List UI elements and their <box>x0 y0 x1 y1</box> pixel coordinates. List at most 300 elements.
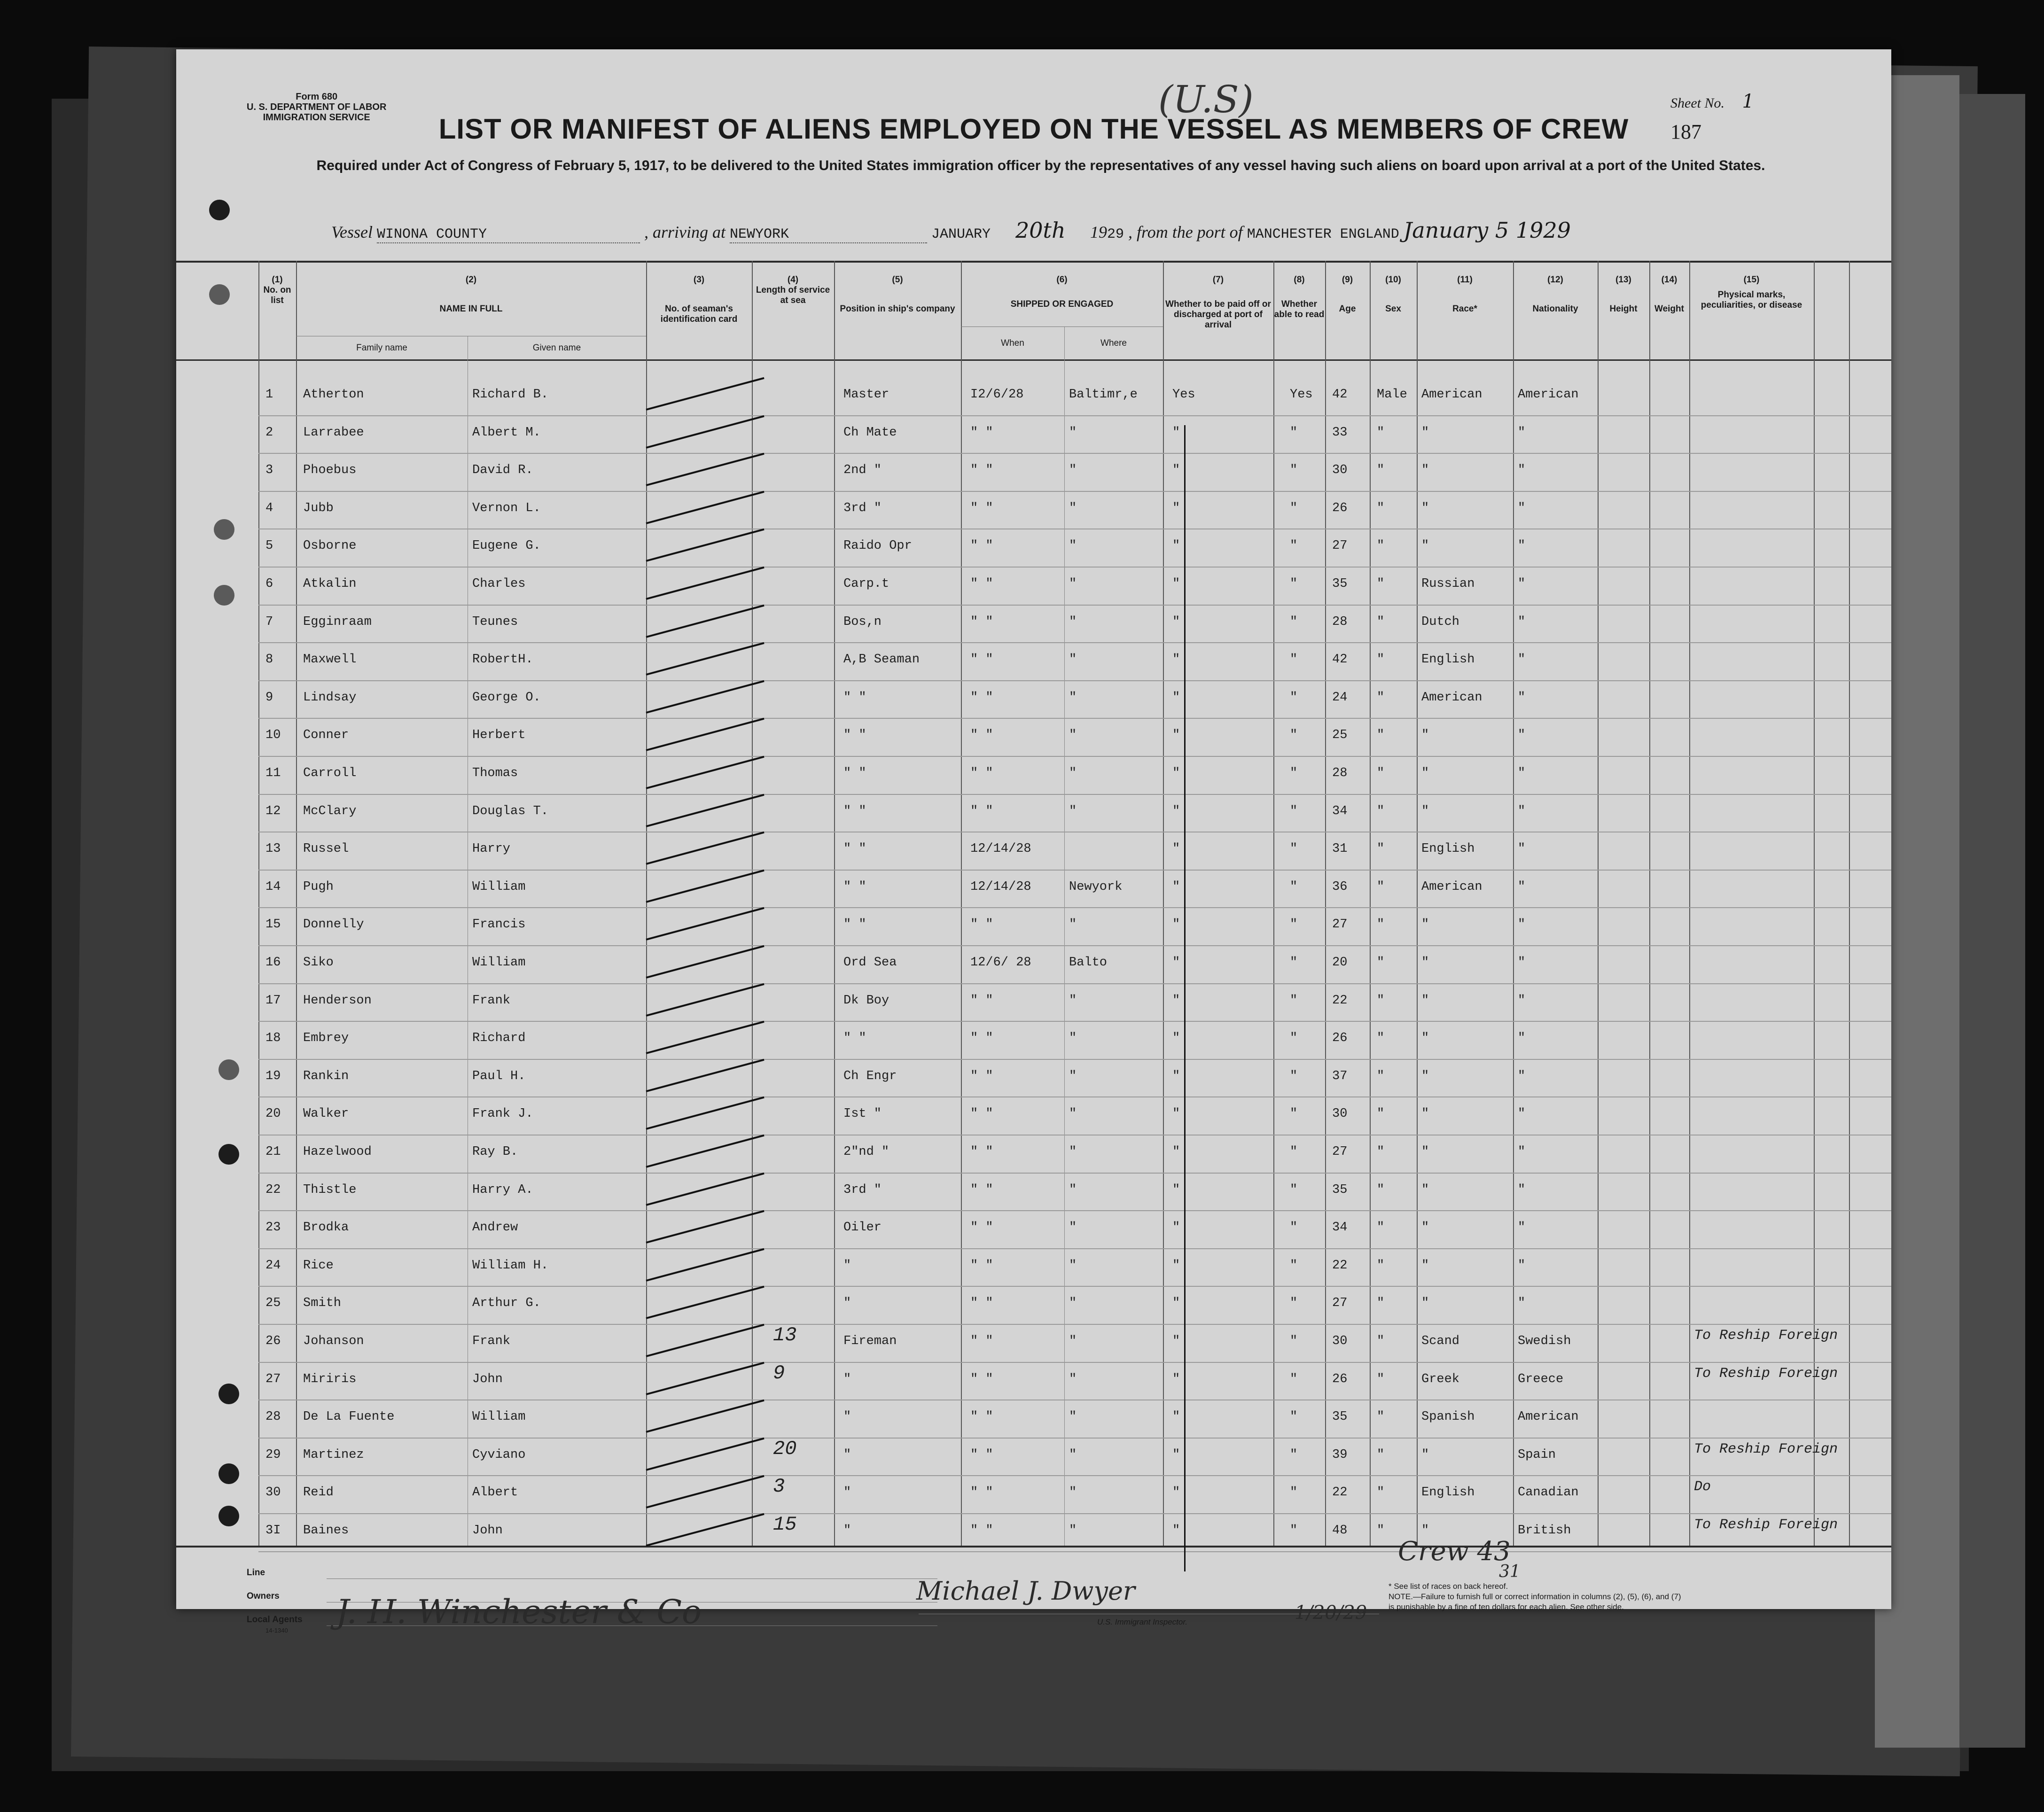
footer-form-code: 14-1340 <box>265 1627 288 1634</box>
nationality-cell: " <box>1518 1182 1526 1197</box>
paid-off-cell: " <box>1172 1069 1180 1083</box>
given-name-cell: Ray B. <box>472 1145 518 1159</box>
paid-off-cell: " <box>1172 842 1180 856</box>
shipped-date-cell: " " <box>970 1296 993 1311</box>
row-number-cell: 6 <box>265 577 273 591</box>
family-name-cell: Henderson <box>303 993 372 1008</box>
able-to-read-cell: " <box>1290 1258 1298 1273</box>
race-cell: Dutch <box>1421 614 1460 629</box>
ship-position-cell: " <box>843 1410 851 1424</box>
ship-position-cell: " <box>843 1372 851 1386</box>
able-to-read-cell: " <box>1290 1107 1298 1121</box>
family-name-cell: Carroll <box>303 766 357 780</box>
paid-off-cell: " <box>1172 728 1180 743</box>
row-number-cell: 4 <box>265 501 273 515</box>
punch-hole <box>214 585 234 606</box>
given-name-cell: William <box>472 879 526 894</box>
given-name-cell: Paul H. <box>472 1069 526 1083</box>
family-name-cell: Osborne <box>303 539 357 553</box>
shipped-place-cell: " <box>1069 728 1077 743</box>
sex-cell: " <box>1377 1107 1385 1121</box>
family-name-cell: Larrabee <box>303 425 364 440</box>
physical-marks-cell: To Reship Foreign <box>1694 1365 1838 1382</box>
vessel-name: WINONA COUNTY <box>377 226 640 243</box>
sex-cell: " <box>1377 956 1385 970</box>
shipped-date-cell: 12/6/ 28 <box>970 956 1031 970</box>
sex-cell: " <box>1377 501 1385 515</box>
race-cell: American <box>1421 879 1482 894</box>
departure-date: January 5 1929 <box>1403 218 1571 243</box>
given-name-cell: Richard B. <box>472 388 549 402</box>
family-name-cell: Rankin <box>303 1069 349 1083</box>
shipped-date-cell: " " <box>970 993 993 1008</box>
sex-cell: " <box>1377 1221 1385 1235</box>
ship-position-cell: Carp.t <box>843 577 889 591</box>
from-label: , from the port of <box>1128 223 1243 241</box>
ship-position-cell: Master <box>843 388 889 402</box>
shipped-date-cell: 12/14/28 <box>970 879 1031 894</box>
row-number-cell: 24 <box>265 1258 281 1273</box>
paid-off-cell: " <box>1172 918 1180 932</box>
race-cell: English <box>1421 1485 1475 1500</box>
family-name-cell: Brodka <box>303 1221 349 1235</box>
able-to-read-cell: " <box>1290 653 1298 667</box>
sex-cell: " <box>1377 539 1385 553</box>
id-card-strike <box>646 1513 764 1547</box>
family-name-cell: Lindsay <box>303 690 357 705</box>
given-name-cell: John <box>472 1372 503 1386</box>
page-subtitle: Required under Act of Congress of February 5, 1917, to be delivered to the United States immigration officer by the representatives of any vessel having such aliens on board upon arrival at a port of the United States. <box>316 158 1765 173</box>
ship-position-cell: " " <box>843 1031 866 1046</box>
shipped-date-cell: " " <box>970 1031 993 1046</box>
paid-off-cell: " <box>1172 539 1180 553</box>
ship-position-cell: " <box>843 1485 851 1500</box>
sex-cell: " <box>1377 577 1385 591</box>
paid-off-column-stroke <box>1184 425 1186 1571</box>
sex-cell: " <box>1377 804 1385 818</box>
nationality-cell: " <box>1518 614 1526 629</box>
footnote-penalty-cont: is punishable by a fine of ten dollars for each alien. See other side. <box>1389 1602 1624 1611</box>
sex-cell: " <box>1377 1296 1385 1311</box>
ship-position-cell: " " <box>843 804 866 818</box>
age-cell: 34 <box>1332 1221 1348 1235</box>
age-cell: 35 <box>1332 577 1348 591</box>
given-name-cell: RobertH. <box>472 653 533 667</box>
department-name: U. S. DEPARTMENT OF LABOR <box>247 102 387 112</box>
row-number-cell: 30 <box>265 1485 281 1500</box>
nationality-cell: " <box>1518 993 1526 1008</box>
crew-count-sub: 31 <box>1499 1562 1521 1581</box>
given-name-cell: Teunes <box>472 614 518 629</box>
able-to-read-cell: Yes <box>1290 388 1313 402</box>
shipped-place-cell: " <box>1069 1296 1077 1311</box>
nationality-cell: " <box>1518 690 1526 705</box>
sex-cell: " <box>1377 1182 1385 1197</box>
sex-cell: " <box>1377 425 1385 440</box>
able-to-read-cell: " <box>1290 993 1298 1008</box>
col-head-when: When <box>1001 338 1024 348</box>
given-name-cell: William H. <box>472 1258 549 1273</box>
paid-off-cell: " <box>1172 1447 1180 1462</box>
given-name-cell: Charles <box>472 577 526 591</box>
race-cell: " <box>1421 1296 1429 1311</box>
race-cell: " <box>1421 804 1429 818</box>
shipped-date-cell: " " <box>970 1524 993 1538</box>
row-rule <box>258 1362 1891 1363</box>
col-head-13: (13) Height <box>1609 275 1638 314</box>
able-to-read-cell: " <box>1290 804 1298 818</box>
shipped-place-cell: " <box>1069 1334 1077 1348</box>
row-number-cell: 20 <box>265 1107 281 1121</box>
race-cell: American <box>1421 690 1482 705</box>
age-cell: 31 <box>1332 842 1348 856</box>
shipped-date-cell: 12/14/28 <box>970 842 1031 856</box>
shipped-place-cell: " <box>1069 577 1077 591</box>
shipped-place-cell: Baltimr,e <box>1069 388 1138 402</box>
able-to-read-cell: " <box>1290 1524 1298 1538</box>
age-cell: 30 <box>1332 1107 1348 1121</box>
row-rule <box>258 605 1891 606</box>
able-to-read-cell: " <box>1290 501 1298 515</box>
shipped-place-cell: " <box>1069 1145 1077 1159</box>
punch-hole <box>218 1506 239 1526</box>
shipped-date-cell: " " <box>970 728 993 743</box>
paid-off-cell: " <box>1172 804 1180 818</box>
shipped-place-cell: " <box>1069 766 1077 780</box>
row-rule <box>258 870 1891 871</box>
punch-hole <box>218 1059 239 1080</box>
sex-cell: " <box>1377 614 1385 629</box>
given-name-cell: Francis <box>472 918 526 932</box>
shipped-date-cell: " " <box>970 690 993 705</box>
nationality-cell: Canadian <box>1518 1485 1579 1500</box>
family-name-cell: Thistle <box>303 1182 357 1197</box>
nationality-cell: " <box>1518 425 1526 440</box>
id-card-strike <box>646 1438 764 1471</box>
ship-position-cell: " " <box>843 766 866 780</box>
ship-position-cell: 3rd " <box>843 1182 882 1197</box>
row-rule <box>258 680 1891 681</box>
id-card-strike <box>646 907 764 941</box>
race-cell: American <box>1421 388 1482 402</box>
id-card-strike <box>646 718 764 751</box>
punch-hole <box>209 200 230 220</box>
race-cell: " <box>1421 1031 1429 1046</box>
sex-cell: " <box>1377 1145 1385 1159</box>
family-name-cell: Atherton <box>303 388 364 402</box>
shipped-place-cell: " <box>1069 993 1077 1008</box>
row-rule <box>258 642 1891 643</box>
sex-cell: " <box>1377 1258 1385 1273</box>
row-rule <box>258 983 1891 984</box>
col-head-1: (1) No. on list <box>263 275 291 305</box>
nationality-cell: " <box>1518 539 1526 553</box>
family-name-cell: Miriris <box>303 1372 357 1386</box>
shipped-place-cell: Newyork <box>1069 879 1123 894</box>
sex-cell: " <box>1377 1447 1385 1462</box>
race-cell: " <box>1421 956 1429 970</box>
nationality-cell: " <box>1518 766 1526 780</box>
row-number-cell: 21 <box>265 1145 281 1159</box>
able-to-read-cell: " <box>1290 1485 1298 1500</box>
id-card-strike <box>646 945 764 979</box>
able-to-read-cell: " <box>1290 728 1298 743</box>
arrival-month: JANUARY <box>931 226 991 242</box>
age-cell: 22 <box>1332 1485 1348 1500</box>
nationality-cell: " <box>1518 463 1526 478</box>
physical-marks-cell: Do <box>1694 1479 1711 1495</box>
given-name-cell: William <box>472 956 526 970</box>
row-rule <box>258 415 1891 416</box>
age-cell: 42 <box>1332 388 1348 402</box>
row-number-cell: 23 <box>265 1221 281 1235</box>
arrival-year: 29 <box>1107 226 1124 242</box>
race-cell: " <box>1421 1107 1429 1121</box>
col-head-14: (14) Weight <box>1654 275 1684 314</box>
col-head-family: Family name <box>356 343 407 353</box>
shipped-date-cell: " " <box>970 539 993 553</box>
nationality-cell: British <box>1518 1524 1571 1538</box>
col-head-3: (3) No. of seaman's identification card <box>660 275 738 324</box>
shipped-place-cell: " <box>1069 1182 1077 1197</box>
given-name-cell: Arthur G. <box>472 1296 541 1311</box>
row-rule <box>258 1551 1891 1552</box>
row-rule <box>258 567 1891 568</box>
family-name-cell: Jubb <box>303 501 334 515</box>
col-head-11: (11) Race* <box>1452 275 1477 314</box>
ship-position-cell: " <box>843 1447 851 1462</box>
shipped-place-cell: " <box>1069 425 1077 440</box>
shipped-place-cell: " <box>1069 1447 1077 1462</box>
sex-cell: " <box>1377 1485 1385 1500</box>
nationality-cell: " <box>1518 842 1526 856</box>
shipped-place-cell: " <box>1069 1107 1077 1121</box>
age-cell: 25 <box>1332 728 1348 743</box>
family-name-cell: Egginraam <box>303 614 372 629</box>
able-to-read-cell: " <box>1290 918 1298 932</box>
shipped-date-cell: " " <box>970 501 993 515</box>
age-cell: 48 <box>1332 1524 1348 1538</box>
col-head-6: (6) SHIPPED OR ENGAGED <box>1010 275 1114 309</box>
shipped-date-cell: " " <box>970 1107 993 1121</box>
shipped-place-cell: " <box>1069 614 1077 629</box>
row-rule <box>258 718 1891 719</box>
id-card-strike <box>646 1286 764 1319</box>
able-to-read-cell: " <box>1290 425 1298 440</box>
row-number-cell: 19 <box>265 1069 281 1083</box>
nationality-cell: American <box>1518 1410 1579 1424</box>
row-number-cell: 15 <box>265 918 281 932</box>
shipped-place-cell: " <box>1069 918 1077 932</box>
shipped-place-cell: " <box>1069 1221 1077 1235</box>
shipped-place-cell: " <box>1069 1258 1077 1273</box>
paid-off-cell: " <box>1172 1182 1180 1197</box>
ship-position-cell: Ch Mate <box>843 425 897 440</box>
row-rule <box>258 756 1891 757</box>
col-head-10: (10) Sex <box>1385 275 1401 314</box>
age-cell: 20 <box>1332 956 1348 970</box>
sex-cell: " <box>1377 728 1385 743</box>
nationality-cell: " <box>1518 956 1526 970</box>
ship-position-cell: 2"nd " <box>843 1145 889 1159</box>
owners-label: Owners <box>247 1591 280 1601</box>
able-to-read-cell: " <box>1290 842 1298 856</box>
col-head-9: (9) Age <box>1339 275 1356 314</box>
service-length-cell: 13 <box>773 1324 797 1346</box>
sex-cell: " <box>1377 690 1385 705</box>
shipped-date-cell: " " <box>970 463 993 478</box>
row-number-cell: 7 <box>265 614 273 629</box>
family-name-cell: De La Fuente <box>303 1410 395 1424</box>
race-cell: " <box>1421 539 1429 553</box>
table-top-rule <box>176 261 1891 263</box>
sex-cell: " <box>1377 1334 1385 1348</box>
paid-off-cell: " <box>1172 1524 1180 1538</box>
given-name-cell: Richard <box>472 1031 526 1046</box>
race-cell: " <box>1421 425 1429 440</box>
departure-port: MANCHESTER ENGLAND <box>1247 226 1399 242</box>
shipped-place-cell: " <box>1069 1069 1077 1083</box>
paid-off-cell: " <box>1172 1372 1180 1386</box>
paid-off-cell: " <box>1172 1485 1180 1500</box>
age-cell: 26 <box>1332 1372 1348 1386</box>
shipped-date-cell: " " <box>970 1182 993 1197</box>
family-name-cell: Pugh <box>303 879 334 894</box>
sex-cell: " <box>1377 918 1385 932</box>
race-cell: " <box>1421 766 1429 780</box>
page-title: LIST OR MANIFEST OF ALIENS EMPLOYED ON THE VESSEL AS MEMBERS OF CREW <box>438 113 1629 145</box>
sex-cell: Male <box>1377 388 1407 402</box>
table-bottom-rule <box>176 1546 1891 1548</box>
header-bottom-rule <box>176 359 1891 361</box>
id-card-strike <box>646 1400 764 1433</box>
col-head-7: (7) Whether to be paid off or discharged at port of arrival <box>1165 275 1271 330</box>
paid-off-cell: " <box>1172 463 1180 478</box>
age-cell: 35 <box>1332 1410 1348 1424</box>
vessel-label: Vessel <box>331 223 373 241</box>
id-card-strike <box>646 1248 764 1282</box>
sheet-number-value: 1 <box>1742 91 1754 112</box>
id-card-strike <box>646 1172 764 1205</box>
race-cell: " <box>1421 1182 1429 1197</box>
paid-off-cell: " <box>1172 956 1180 970</box>
row-number-cell: 27 <box>265 1372 281 1386</box>
given-name-cell: John <box>472 1524 503 1538</box>
row-number-cell: 12 <box>265 804 281 818</box>
paid-off-cell: " <box>1172 1296 1180 1311</box>
row-number-cell: 9 <box>265 690 273 705</box>
nationality-cell: Spain <box>1518 1447 1556 1462</box>
id-card-strike <box>646 529 764 562</box>
row-rule <box>258 1324 1891 1325</box>
paid-off-cell: " <box>1172 1107 1180 1121</box>
nationality-cell: Greece <box>1518 1372 1564 1386</box>
paid-off-cell: " <box>1172 1031 1180 1046</box>
able-to-read-cell: " <box>1290 766 1298 780</box>
shipped-date-cell: " " <box>970 653 993 667</box>
shipped-date-cell: " " <box>970 1410 993 1424</box>
nationality-cell: " <box>1518 1145 1526 1159</box>
sex-cell: " <box>1377 463 1385 478</box>
arrival-port: NEWYORK <box>730 226 927 243</box>
col-head-15: (15) Physical marks, peculiarities, or disease <box>1701 275 1802 310</box>
paid-off-cell: " <box>1172 653 1180 667</box>
punch-hole <box>218 1463 239 1484</box>
row-rule <box>258 1438 1891 1439</box>
given-name-cell: Douglas T. <box>472 804 549 818</box>
age-cell: 27 <box>1332 918 1348 932</box>
age-cell: 30 <box>1332 463 1348 478</box>
sex-cell: " <box>1377 1069 1385 1083</box>
id-card-strike <box>646 680 764 714</box>
shipped-date-cell: " " <box>970 1069 993 1083</box>
col-head-12: (12) Nationality <box>1532 275 1578 314</box>
family-name-cell: Siko <box>303 956 334 970</box>
given-name-cell: Frank <box>472 1334 511 1348</box>
age-cell: 26 <box>1332 501 1348 515</box>
able-to-read-cell: " <box>1290 879 1298 894</box>
shipped-date-cell: " " <box>970 1447 993 1462</box>
race-cell: " <box>1421 728 1429 743</box>
age-cell: 24 <box>1332 690 1348 705</box>
id-card-strike <box>646 642 764 676</box>
paid-off-cell: " <box>1172 1410 1180 1424</box>
footnote-races: * See list of races on back hereof. <box>1389 1582 1508 1591</box>
age-cell: 27 <box>1332 539 1348 553</box>
family-name-cell: Smith <box>303 1296 342 1311</box>
nationality-cell: " <box>1518 1107 1526 1121</box>
shipped-date-cell: I2/6/28 <box>970 388 1024 402</box>
able-to-read-cell: " <box>1290 539 1298 553</box>
row-number-cell: 8 <box>265 653 273 667</box>
family-name-cell: Hazelwood <box>303 1145 372 1159</box>
paid-off-cell: " <box>1172 766 1180 780</box>
able-to-read-cell: " <box>1290 1296 1298 1311</box>
sex-cell: " <box>1377 842 1385 856</box>
sex-cell: " <box>1377 1410 1385 1424</box>
race-cell: " <box>1421 501 1429 515</box>
col-head-where: Where <box>1100 338 1127 348</box>
able-to-read-cell: " <box>1290 956 1298 970</box>
ship-position-cell: Bos,n <box>843 614 882 629</box>
col-head-8: (8) Whether able to read <box>1274 275 1325 319</box>
able-to-read-cell: " <box>1290 1145 1298 1159</box>
sheet-number <box>1670 91 1754 112</box>
ship-position-cell: Raido Opr <box>843 539 912 553</box>
shipped-place-cell: " <box>1069 539 1077 553</box>
arrival-day: 20th <box>1015 218 1066 243</box>
shipped-date-cell: " " <box>970 1145 993 1159</box>
service-length-cell: 9 <box>773 1361 785 1384</box>
row-rule <box>258 907 1891 908</box>
id-card-strike <box>646 1324 764 1357</box>
line-label: Line <box>247 1568 265 1578</box>
paid-off-cell: " <box>1172 1258 1180 1273</box>
able-to-read-cell: " <box>1290 1334 1298 1348</box>
row-number-cell: 25 <box>265 1296 281 1311</box>
row-rule <box>258 453 1891 454</box>
inspector-date: 1/20/29 <box>1295 1602 1367 1624</box>
punch-hole <box>218 1384 239 1404</box>
sex-cell: " <box>1377 1372 1385 1386</box>
id-card-strike <box>646 793 764 827</box>
age-cell: 22 <box>1332 1258 1348 1273</box>
shipped-place-cell: " <box>1069 690 1077 705</box>
physical-marks-cell: To Reship Foreign <box>1694 1441 1838 1457</box>
row-rule <box>258 1021 1891 1022</box>
row-rule <box>258 1475 1891 1476</box>
row-number-cell: 1 <box>265 388 273 402</box>
